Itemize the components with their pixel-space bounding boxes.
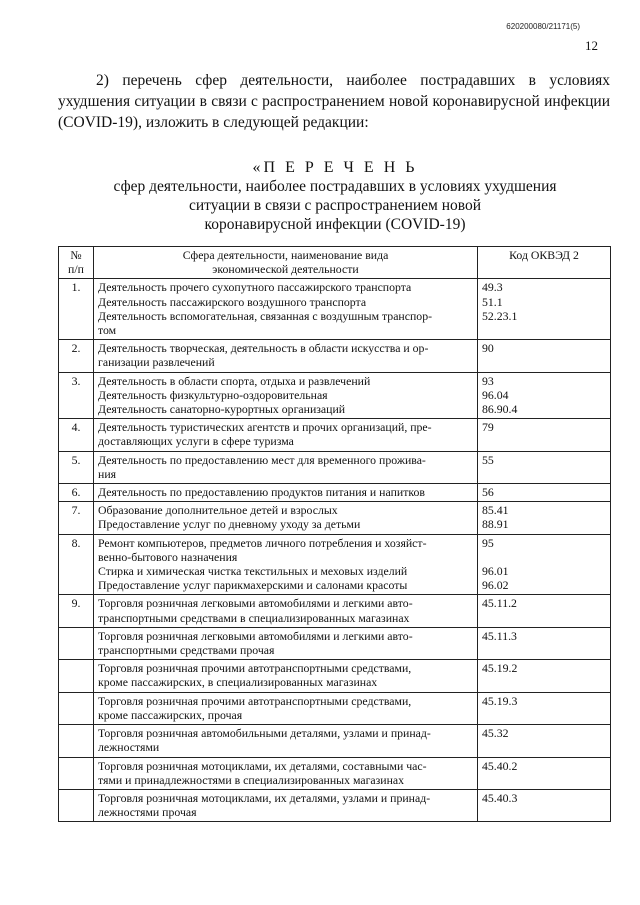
okved-code: 96.01: [482, 563, 509, 578]
activity-line: тями и принадлежностями в специализированных магазинах: [98, 772, 405, 787]
activity-line: Торговля розничная мотоциклами, их деталями, составными час-: [98, 758, 427, 773]
table-row: [59, 534, 611, 595]
row-number: 1.: [59, 279, 94, 340]
table-row: [59, 789, 611, 821]
activity-line: Предоставление услуг по дневному уходу за детьми: [98, 517, 361, 532]
activity-line: Деятельность в области спорта, отдыха и развлечений: [98, 373, 371, 388]
row-code: [478, 279, 611, 340]
row-code: [478, 757, 611, 789]
table-header-row: [59, 247, 611, 279]
row-code: [478, 484, 611, 502]
intro-paragraph: [58, 70, 610, 133]
okved-code: 90: [482, 341, 494, 356]
table-row: [59, 660, 611, 692]
heading-title: «П Е Р Е Ч Е Н Ь: [252, 159, 418, 176]
okved-code: 49.3: [482, 280, 503, 295]
table-row: [59, 451, 611, 483]
table-row: [59, 484, 611, 502]
okved-code: 45.32: [482, 726, 509, 741]
table-row: [59, 757, 611, 789]
row-number: 6.: [59, 484, 94, 502]
table-row: [59, 595, 611, 627]
okved-code: 96.02: [482, 578, 509, 593]
activity-line: Торговля розничная легковыми автомобилями и легкими авто-: [98, 596, 413, 611]
row-number: [59, 692, 94, 724]
activity-line: транспортными средствами в специализированных магазинах: [98, 610, 410, 625]
okved-code: 51.1: [482, 294, 503, 309]
code-spacer: [482, 550, 606, 564]
okved-code: 52.23.1: [482, 308, 518, 323]
activity-line: Деятельность прочего сухопутного пассажирского транспорта: [98, 280, 412, 295]
activity-line: лежностями: [98, 740, 160, 755]
row-activity: [94, 595, 478, 627]
activity-line: том: [98, 323, 117, 338]
okved-code: 45.11.3: [482, 628, 517, 643]
activity-line: Деятельность вспомогательная, связанная с воздушным транспор-: [98, 308, 433, 323]
table-row: [59, 725, 611, 757]
activity-line: кроме пассажирских, в специализированных магазинах: [98, 675, 378, 690]
table-row: [59, 627, 611, 659]
row-number: 3.: [59, 372, 94, 419]
activity-line: Торговля розничная автомобильными деталями, узлами и принад-: [98, 726, 431, 741]
row-number: [59, 725, 94, 757]
table-body: [59, 279, 611, 822]
activity-line: ганизации развлечений: [98, 355, 215, 370]
activity-line: Деятельность по предоставлению продуктов питания и напитков: [98, 485, 425, 500]
row-activity: [94, 340, 478, 372]
activity-line: Торговля розничная мотоциклами, их деталями, узлами и принад-: [98, 790, 431, 805]
okved-code: 55: [482, 452, 494, 467]
row-number: 9.: [59, 595, 94, 627]
row-activity: [94, 372, 478, 419]
activity-line: ния: [98, 466, 117, 481]
table-row: [59, 372, 611, 419]
header-number-line: п/п: [68, 262, 84, 277]
okved-code: 88.91: [482, 517, 509, 532]
activity-line: Торговля розничная прочими автотранспортными средствами,: [98, 661, 412, 676]
row-activity: [94, 534, 478, 595]
header-activity-line: экономической деятельности: [212, 262, 359, 277]
activity-line: Деятельность санаторно-курортных организаций: [98, 402, 346, 417]
table-row: [59, 692, 611, 724]
row-number: [59, 789, 94, 821]
row-number: 5.: [59, 451, 94, 483]
row-code: [478, 419, 611, 451]
table-row: [59, 340, 611, 372]
okved-code: 45.40.2: [482, 758, 518, 773]
activity-line: Деятельность туристических агентств и прочих организаций, пре-: [98, 420, 432, 435]
activity-line: Ремонт компьютеров, предметов личного потребления и хозяйст-: [98, 535, 427, 550]
row-code: [478, 534, 611, 595]
row-code: [478, 660, 611, 692]
activity-line: Деятельность пассажирского воздушного транспорта: [98, 294, 367, 309]
row-code: [478, 595, 611, 627]
row-number: 2.: [59, 340, 94, 372]
row-number: [59, 660, 94, 692]
activity-line: Деятельность по предоставлению мест для временного прожива-: [98, 452, 426, 467]
activities-table: [58, 246, 611, 822]
activity-line: Торговля розничная прочими автотранспортными средствами,: [98, 693, 412, 708]
row-activity: [94, 484, 478, 502]
header-activity-line: Сфера деятельности, наименование вида: [182, 248, 389, 262]
row-activity: [94, 692, 478, 724]
okved-code: 86.90.4: [482, 402, 518, 417]
row-activity: [94, 502, 478, 534]
okved-code: 56: [482, 485, 494, 500]
activity-line: транспортными средствами прочая: [98, 643, 275, 658]
table-row: [59, 419, 611, 451]
okved-code: 45.19.3: [482, 693, 518, 708]
row-code: [478, 725, 611, 757]
okved-code: 45.11.2: [482, 596, 517, 611]
row-activity: [94, 419, 478, 451]
row-number: 7.: [59, 502, 94, 534]
row-number: [59, 757, 94, 789]
document-code: 620200080/21171(5): [506, 22, 580, 31]
okved-code: 93: [482, 373, 494, 388]
okved-code: 96.04: [482, 387, 509, 402]
activity-line: Стирка и химическая чистка текстильных и меховых изделий: [98, 564, 408, 579]
activity-line: доставляющих услуги в сфере туризма: [98, 434, 294, 449]
heading-line: ситуации в связи с распространением новой: [188, 197, 482, 214]
list-heading: [90, 158, 580, 234]
row-activity: [94, 627, 478, 659]
row-code: [478, 627, 611, 659]
activity-line: Деятельность творческая, деятельность в области искусства и ор-: [98, 341, 429, 356]
activity-line: кроме пассажирских, прочая: [98, 707, 243, 722]
row-activity: [94, 451, 478, 483]
activity-line: Торговля розничная легковыми автомобилями и легкими авто-: [98, 628, 413, 643]
row-code: [478, 789, 611, 821]
activity-line: Образование дополнительное детей и взрослых: [98, 503, 338, 518]
okved-code: 79: [482, 420, 494, 435]
row-code: [478, 340, 611, 372]
row-code: [478, 692, 611, 724]
row-code: [478, 372, 611, 419]
row-number: 8.: [59, 534, 94, 595]
row-activity: [94, 757, 478, 789]
table-row: [59, 502, 611, 534]
header-number: [59, 247, 94, 279]
row-number: [59, 627, 94, 659]
okved-code: 85.41: [482, 503, 509, 518]
row-activity: [94, 279, 478, 340]
activity-line: венно-бытового назначения: [98, 549, 238, 564]
table-row: [59, 279, 611, 340]
okved-code: 95: [482, 535, 494, 550]
page-number: 12: [585, 38, 598, 53]
header-activity: [94, 247, 478, 279]
okved-code: 45.19.2: [482, 661, 518, 676]
activity-line: Предоставление услуг парикмахерскими и салонами красоты: [98, 578, 408, 593]
intro-text: 2) перечень сфер деятельности, наиболее пострадавших в условиях ухудшения ситуации в связи с распространением новой коронавирусной инфекции (COVID-19), изложить в следующей редакции:: [58, 72, 610, 131]
okved-code: 45.40.3: [482, 790, 518, 805]
row-activity: [94, 725, 478, 757]
row-number: 4.: [59, 419, 94, 451]
row-activity: [94, 789, 478, 821]
heading-line: сфер деятельности, наиболее пострадавших в условиях ухудшения: [113, 178, 557, 195]
activity-line: лежностями прочая: [98, 805, 197, 820]
row-activity: [94, 660, 478, 692]
activity-line: Деятельность физкультурно-оздоровительная: [98, 387, 328, 402]
row-code: [478, 451, 611, 483]
header-number-line: №: [70, 248, 82, 262]
header-code: Код ОКВЭД 2: [478, 247, 611, 279]
row-code: [478, 502, 611, 534]
heading-line: коронавирусной инфекции (COVID-19): [204, 216, 466, 233]
